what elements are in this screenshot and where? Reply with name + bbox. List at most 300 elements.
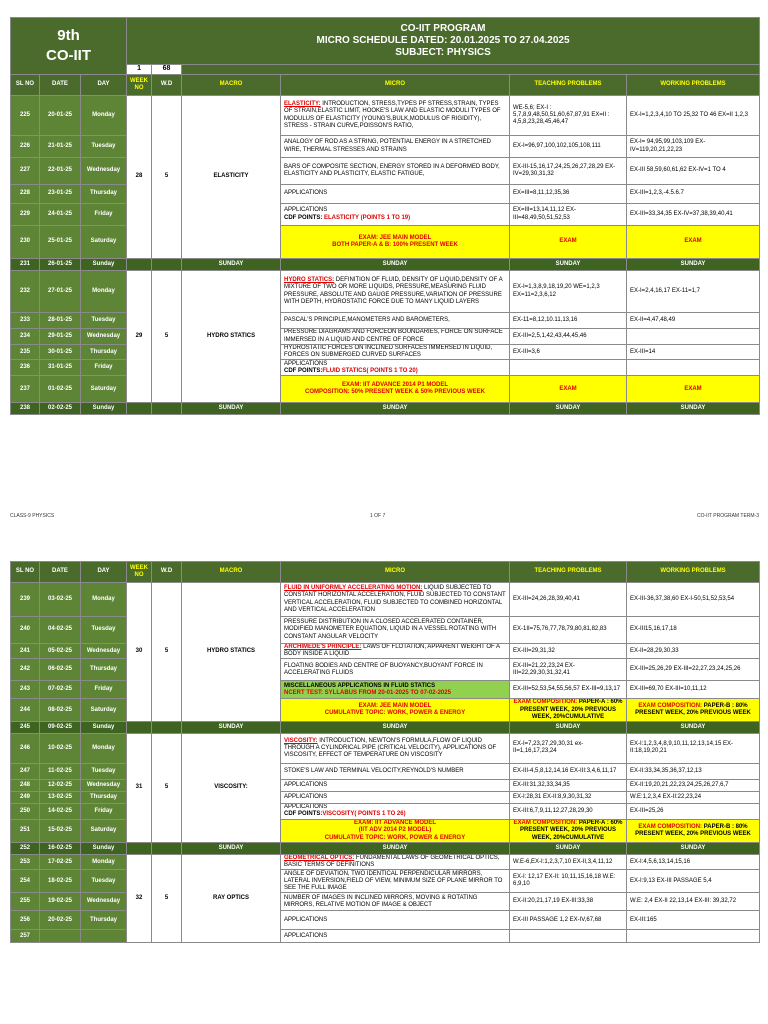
tp-exam-composition: PAPER-A : 60% PRESENT WEEK, 20% PREVIOUS WEEK, 20%CUMULATIVE (519, 820, 623, 841)
micro-topic-cell (281, 313, 510, 329)
teaching-problems (510, 870, 627, 893)
teaching-problems (510, 360, 627, 376)
schedule-row (11, 313, 760, 329)
title-line-1: CO-IIT PROGRAM (400, 23, 486, 34)
week-number: 32 (127, 854, 152, 942)
teaching-problems (510, 911, 627, 930)
teaching-sunday: SUNDAY (510, 259, 627, 271)
week-cell (127, 842, 152, 854)
micro-heading: GEOMETRICAL OPTICS: (284, 854, 355, 861)
tp-text: EX-III=24,26,28,39,40,41 (513, 595, 580, 602)
micro-heading: HYDRO STATICS: (284, 277, 335, 284)
day-cell (81, 930, 127, 943)
wp-text: EX-I:4,5,6,13,14,15,16 (630, 858, 691, 865)
teaching-problems (510, 136, 627, 158)
date-cell: 23-01-25 (40, 185, 81, 204)
micro-text: LAWS OF FLOTATION, APPARENT WEIGHT OF A BODY INSIDE A LIQUID (284, 644, 500, 658)
micro-text: APPLICATIONS (284, 781, 328, 788)
cdf-points: ELASTICITY (POINTS 1 TO 19) (324, 214, 411, 221)
sl-number: 226 (11, 136, 40, 158)
schedule-page-1 (10, 17, 759, 415)
micro-sunday: SUNDAY (281, 721, 510, 733)
sl-number: 255 (11, 893, 40, 911)
micro-topic-cell (281, 185, 510, 204)
day-cell: Monday (81, 733, 127, 763)
micro-sunday: SUNDAY (281, 403, 510, 415)
schedule-row (11, 345, 760, 360)
day-cell: Wednesday (81, 779, 127, 791)
micro-text: INTRODUCTION, STRESS,TYPES PF STRESS,STRAIN, TYPES OF STRAIN,ELASTIC LIMIT, HOOKE'S LAW AND ELASTIC MODULI TYPES OF MODULUS OF ELASTICITY (YOUNG'S,BULK,MODULUS OF RIGIDITY), STRESS - STRAIN CURVE,POISSON'S RATIO, (284, 101, 501, 129)
schedule-row (11, 360, 760, 376)
week-number: 31 (127, 733, 152, 842)
tp-text: EX-I=1,3,8,9,18,19,20 WE=1,2,3 EX=11=2,3,6,12 (513, 284, 600, 298)
date-cell: 07-02-25 (40, 681, 81, 699)
footer-center: 1 OF 7 (370, 513, 386, 519)
sl-number: 247 (11, 763, 40, 779)
col-week: WEEK NO (127, 75, 152, 96)
teaching-problems (510, 376, 627, 403)
exam-title: EXAM: IIT ADVANCE 2014 P1 MODEL (342, 382, 449, 389)
micro-heading: FLUID IN UNIFORMLY ACCELERATING MOTION: (284, 585, 423, 592)
exam-title: EXAM: JEE MAIN MODEL (358, 234, 432, 241)
title-line-3: SUBJECT: PHYSICS (395, 47, 491, 58)
col-working: WORKING PROBLEMS (627, 75, 760, 96)
header-spacer (182, 65, 760, 75)
schedule-row (11, 733, 760, 763)
micro-text: ANGLE OF DEVIATION, TWO IDENTICAL PERPENDICULAR MIRRORS, LATERAL INVERSION,FIELD OF VIEW, MINIMUM SIZE OF PLANE MIRROR TO SEE THE FULL IMAGE (284, 870, 503, 891)
col-wd: W.D (152, 75, 182, 96)
wp-text: EXAM (684, 238, 702, 245)
teaching-sunday: SUNDAY (510, 842, 627, 854)
micro-topic-cell (281, 136, 510, 158)
sl-number: 243 (11, 681, 40, 699)
macro-sunday: SUNDAY (182, 259, 281, 271)
teaching-problems (510, 644, 627, 659)
date-cell: 22-01-25 (40, 158, 81, 185)
date-cell: 18-02-25 (40, 870, 81, 893)
sl-number: 248 (11, 779, 40, 791)
date-cell (40, 930, 81, 943)
tp-text: EX-III-4,5,8,12,14,16 EX-III:3,4,6,11,17 (513, 767, 617, 774)
tp-text: EX-III:31,32,33,34,35 (513, 781, 570, 788)
week-total: 1 (127, 65, 152, 75)
day-cell: Friday (81, 803, 127, 819)
teaching-problems (510, 681, 627, 699)
sl-number: 228 (11, 185, 40, 204)
cdf-line (284, 215, 506, 222)
macro-sunday: SUNDAY (182, 842, 281, 854)
sl-number: 254 (11, 870, 40, 893)
date-cell: 01-02-25 (40, 376, 81, 403)
schedule-row (11, 271, 760, 313)
day-cell: Thursday (81, 659, 127, 681)
day-cell: Thursday (81, 185, 127, 204)
tp-text: EX-II:20,21,17,19 EX-III:33,38 (513, 898, 594, 905)
sl-number: 238 (11, 403, 40, 415)
micro-text: LIQUID SUBJECTED TO CONSTANT HORIZONTAL ACCELERATION, FLUID SUBJECTED TO CONSTANT VERTICAL ACCELERATION, FLUID SUBJECTED TO COMBINED HORIZONTAL AND VERTICAL ACCELERATION (284, 585, 506, 613)
working-problems (627, 893, 760, 911)
micro-text: PRESSURE DIAGRAMS AND FORCEON BOUNDARIES, FORCE ON SURFACE IMMERSED IN A LIQUID AND CENTRE OF FORCE (284, 329, 503, 343)
week-cell (127, 403, 152, 415)
exam-detail: BOTH PAPER-A & B: 100% PRESENT WEEK (332, 242, 458, 248)
schedule-row (11, 96, 760, 136)
micro-topic-cell (281, 617, 510, 644)
day-cell: Saturday (81, 226, 127, 259)
working-problems (627, 911, 760, 930)
working-problems (627, 803, 760, 819)
schedule-row (11, 870, 760, 893)
schedule-row (11, 721, 760, 733)
schedule-row (11, 204, 760, 226)
micro-topic-cell (281, 376, 510, 403)
tp-text: EX-III=3,6 (513, 348, 540, 355)
day-cell: Thursday (81, 791, 127, 803)
title-line-2: MICRO SCHEDULE DATED: 20.01.2025 TO 27.04.2025 (316, 35, 570, 46)
teaching-problems (510, 329, 627, 345)
working-problems (627, 583, 760, 617)
date-cell: 17-02-25 (40, 854, 81, 869)
tp-exam-composition: PAPER-A : 60% PRESENT WEEK, 20% PREVIOUS WEEK, 20%CUMULATIVE (519, 699, 623, 720)
col-macro: MACRO (182, 562, 281, 583)
col-teaching: TEACHING PROBLEMS (510, 562, 627, 583)
working-problems (627, 329, 760, 345)
teaching-problems (510, 271, 627, 313)
micro-topic-cell (281, 659, 510, 681)
tp-text: EX=III=8,11,12,35,36 (513, 190, 570, 197)
schedule-row (11, 854, 760, 869)
micro-text: FLOATING BODIES AND CENTRE OF BUOYANCY,BUOYANT FORCE IN ACCELERATING FLUIDS (284, 662, 483, 676)
date-cell: 24-01-25 (40, 204, 81, 226)
sl-number: 233 (11, 313, 40, 329)
schedule-row (11, 583, 760, 617)
wp-text: EX-I=2,4,16,17 EX-11=1,7 (630, 287, 700, 294)
working-problems (627, 617, 760, 644)
sl-number: 245 (11, 721, 40, 733)
col-sl: SL NO (11, 562, 40, 583)
cdf-line (284, 811, 506, 818)
date-cell: 12-02-25 (40, 779, 81, 791)
working-problems (627, 136, 760, 158)
working-problems (627, 870, 760, 893)
schedule-row (11, 644, 760, 659)
tp-text: EX-11=8,12,10.11,13,16 (513, 316, 578, 323)
cdf-label: CDF POINTS: (284, 367, 323, 374)
schedule-row (11, 911, 760, 930)
micro-text: ANALOGY OF ROD AS A STRING, POTENTIAL ENERGY IN A STRETCHED WIRE, THERMAL STRESSES AND STRAINS (284, 139, 491, 153)
working-problems (627, 791, 760, 803)
micro-topic-cell (281, 158, 510, 185)
wp-text: EX-III=1,2,3,-4.5.6.7 (630, 190, 684, 197)
tp-text: EX-III=21,22,23,24 EX-III=22,29,30,31,32,41 (513, 662, 575, 676)
working-problems (627, 779, 760, 791)
day-cell: Tuesday (81, 617, 127, 644)
working-problems (627, 158, 760, 185)
date-cell: 20-02-25 (40, 911, 81, 930)
working-problems (627, 659, 760, 681)
week-number: 28 (127, 96, 152, 259)
teaching-sunday: SUNDAY (510, 721, 627, 733)
teaching-problems (510, 313, 627, 329)
day-cell: Friday (81, 360, 127, 376)
date-cell: 03-02-25 (40, 583, 81, 617)
working-problems (627, 819, 760, 842)
micro-topic-cell (281, 226, 510, 259)
micro-heading: ARCHIMEDE'S PRINCIPLE: (284, 644, 362, 650)
date-cell: 10-02-25 (40, 733, 81, 763)
teaching-problems (510, 96, 627, 136)
date-cell: 30-01-25 (40, 345, 81, 360)
day-cell: Sunday (81, 842, 127, 854)
teaching-problems (510, 779, 627, 791)
sl-number: 242 (11, 659, 40, 681)
micro-topic-cell (281, 699, 510, 722)
working-days: 5 (152, 854, 182, 942)
sl-number: 232 (11, 271, 40, 313)
micro-sunday: SUNDAY (281, 842, 510, 854)
tp-text: EX-1II=75,76,77,78,79,80,81,82,83 (513, 626, 607, 633)
date-cell: 28-01-25 (40, 313, 81, 329)
date-cell: 02-02-25 (40, 403, 81, 415)
col-macro: MACRO (182, 75, 281, 96)
working-problems (627, 644, 760, 659)
badge-line-1: 9th (57, 27, 80, 44)
micro-text: APPLICATIONS (284, 793, 328, 800)
macro-topic: HYDRO STATICS (182, 271, 281, 403)
working-days: 5 (152, 583, 182, 722)
wd-cell (152, 259, 182, 271)
col-wd: W.D (152, 562, 182, 583)
day-cell: Saturday (81, 376, 127, 403)
sl-number: 229 (11, 204, 40, 226)
cdf-label: CDF POINTS: (284, 214, 325, 221)
schedule-row (11, 803, 760, 819)
schedule-row (11, 791, 760, 803)
cdf-line (284, 368, 506, 375)
tp-text: EX-I: 12,17 EX-II: 10,11,15,16,18 W.E: 6,9,10 (513, 874, 616, 888)
teaching-problems (510, 345, 627, 360)
day-cell: Wednesday (81, 158, 127, 185)
wp-text: EX-II=28,29,30,33 (630, 647, 679, 654)
macro-topic: HYDRO STATICS (182, 583, 281, 722)
date-cell: 14-02-25 (40, 803, 81, 819)
micro-text: APPLICATIONS (284, 360, 328, 367)
col-date: DATE (40, 562, 81, 583)
tp-text: EX-III-15,16,17,24,25,26,27,28,29 EX-IV=29,30,31,32 (513, 163, 616, 177)
micro-text: MISCELLANEOUS APPLICATIONS IN FLUID STATICS (284, 682, 436, 689)
micro-topic-cell (281, 329, 510, 345)
micro-topic-cell (281, 360, 510, 376)
micro-text: PRESSURE DISTRIBUTION IN A CLOSED ACCELERATED CONTAINER, MODIFIED MANOMETER EQUATION, LIQUID IN A VESSEL ROTATING WITH CONSTANT ANGULAR VELOCITY (284, 619, 497, 640)
wp-text: EX-II:33,34,35,36,37,12,13 (630, 767, 702, 774)
wp-text: EX-I= 94,95,99,103,109 EX-IV=119,20,21,22,23 (630, 139, 706, 153)
exam-title: EXAM: IIT ADVANCE MODEL (354, 820, 436, 827)
sl-number: 239 (11, 583, 40, 617)
schedule-row (11, 376, 760, 403)
micro-topic-cell (281, 644, 510, 659)
tp-exam-label: EXAM COMPOSITION: (513, 820, 578, 827)
wp-exam-label: EXAM COMPOSITION: (638, 702, 703, 709)
sl-number: 230 (11, 226, 40, 259)
working-problems (627, 271, 760, 313)
teaching-problems (510, 930, 627, 943)
micro-topic-cell (281, 893, 510, 911)
day-cell: Saturday (81, 699, 127, 722)
micro-text: FUNDAMENTAL LAWS OF GEOMETRICAL OPTICS, BASIC TERMS OF DEFINITIONS (284, 854, 500, 869)
working-sunday: SUNDAY (627, 403, 760, 415)
teaching-problems (510, 893, 627, 911)
sl-number: 237 (11, 376, 40, 403)
date-cell: 19-02-25 (40, 893, 81, 911)
schedule-row (11, 819, 760, 842)
day-cell: Thursday (81, 345, 127, 360)
date-cell: 13-02-25 (40, 791, 81, 803)
schedule-row (11, 403, 760, 415)
working-sunday: SUNDAY (627, 721, 760, 733)
wp-text: EX-II=4,47,48,49 (630, 316, 676, 323)
sl-number: 253 (11, 854, 40, 869)
schedule-row (11, 329, 760, 345)
week-number: 29 (127, 271, 152, 403)
micro-topic-cell (281, 345, 510, 360)
cdf-label: CDF POINTS: (284, 811, 323, 818)
cdf-points: FLUID STATICS( POINTS 1 TO 20) (322, 367, 418, 374)
schedule-row (11, 158, 760, 185)
micro-topic-cell (281, 870, 510, 893)
date-cell: 05-02-25 (40, 644, 81, 659)
wp-text: EXAM (684, 385, 702, 392)
working-days: 5 (152, 96, 182, 259)
week-number: 30 (127, 583, 152, 722)
wp-text: EX-III=14 (630, 348, 656, 355)
working-problems (627, 733, 760, 763)
sl-number: 249 (11, 791, 40, 803)
macro-sunday: SUNDAY (182, 721, 281, 733)
day-cell: Sunday (81, 721, 127, 733)
micro-topic-cell (281, 733, 510, 763)
column-header-row (11, 75, 760, 96)
micro-topic-cell (281, 803, 510, 819)
day-cell: Wednesday (81, 893, 127, 911)
micro-topic-cell (281, 930, 510, 943)
sl-number: 251 (11, 819, 40, 842)
sl-number: 257 (11, 930, 40, 943)
date-cell: 15-02-25 (40, 819, 81, 842)
working-problems (627, 345, 760, 360)
program-badge (11, 18, 127, 75)
wp-text: EX-III=25,26,29 EX-III=22,27,23,24,25,26 (630, 666, 741, 673)
schedule-row (11, 659, 760, 681)
micro-text: INTRODUCTION, NEWTON'S FORMULA,FLOW OF LIQUID THROUGH A CYLINDRICAL PIPE (CRITICAL VELOCITY), APPLICATIONS OF VISCOSITY, EFFECT OF TEMPERATURE ON VISCOSITY (284, 737, 497, 759)
working-problems (627, 360, 760, 376)
wd-cell (152, 403, 182, 415)
working-problems (627, 854, 760, 869)
sl-number: 252 (11, 842, 40, 854)
wd-total: 68 (152, 65, 182, 75)
working-problems (627, 204, 760, 226)
date-cell: 27-01-25 (40, 271, 81, 313)
date-cell: 16-02-25 (40, 842, 81, 854)
col-week: WEEK NO (127, 562, 152, 583)
tp-text: EX-III=52,53,54,55,56,57 EX-III=9,13,17 (513, 686, 621, 693)
day-cell: Monday (81, 854, 127, 869)
macro-topic: RAY OPTICS (182, 854, 281, 942)
schedule-row (11, 842, 760, 854)
working-problems (627, 681, 760, 699)
wp-exam-label: EXAM COMPOSITION: (638, 823, 703, 830)
sl-number: 227 (11, 158, 40, 185)
micro-topic-cell (281, 791, 510, 803)
teaching-problems (510, 583, 627, 617)
date-cell: 21-01-25 (40, 136, 81, 158)
sl-number: 225 (11, 96, 40, 136)
teaching-problems (510, 204, 627, 226)
date-cell: 04-02-25 (40, 617, 81, 644)
day-cell: Tuesday (81, 136, 127, 158)
col-working: WORKING PROBLEMS (627, 562, 760, 583)
col-micro: MICRO (281, 562, 510, 583)
teaching-problems (510, 185, 627, 204)
wp-text: EX-III=25,26 (630, 807, 664, 814)
cdf-line (284, 690, 506, 697)
schedule-row (11, 185, 760, 204)
footer-left: CLASS-9 PHYSICS (10, 513, 55, 519)
micro-text: DEFINITION OF FLUID, DENSITY OF LIQUID,DENSITY OF A MIXTURE OF TWO OR MORE LIQUIDS, PRESSURE,MEASURING FLUID PRESSURE, ABSOLUTE AND GAUGE PRESSURE,VARIATION OF PRESSURE WITH DEPTH, HYDROSTATIC FORCE DUE TO MANY LIQUID LAYERS (284, 277, 503, 305)
day-cell: Monday (81, 583, 127, 617)
date-cell: 20-01-25 (40, 96, 81, 136)
day-cell: Sunday (81, 403, 127, 415)
working-days: 5 (152, 733, 182, 842)
schedule-row (11, 893, 760, 911)
macro-topic: ELASTICITY (182, 96, 281, 259)
schedule-row (11, 699, 760, 722)
micro-topic-cell (281, 271, 510, 313)
working-problems (627, 226, 760, 259)
micro-text: APPLICATIONS (284, 932, 328, 939)
wp-text: EX-I:9,13 EX-III PASSAGE 5,4 (630, 877, 712, 884)
day-cell: Tuesday (81, 870, 127, 893)
sl-number: 235 (11, 345, 40, 360)
tp-text: EX-I=96,97,100,102,105,108,111 (513, 142, 601, 149)
sl-number: 256 (11, 911, 40, 930)
date-cell: 06-02-25 (40, 659, 81, 681)
macro-sunday: SUNDAY (182, 403, 281, 415)
wp-text: W.E: 2,4 EX-II 22,13,14 EX-III: 39,32,72 (630, 898, 737, 905)
date-cell: 09-02-25 (40, 721, 81, 733)
col-teaching: TEACHING PROBLEMS (510, 75, 627, 96)
teaching-problems (510, 803, 627, 819)
tp-text: WE-5,6; EX-I : 5,7,8,9,48,50,51,60,67,87,91 EX=II : 4,5,8,23,28,45,46,47 (513, 104, 610, 126)
date-cell: 11-02-25 (40, 763, 81, 779)
micro-topic-cell (281, 204, 510, 226)
footer-right: CO-IIT PROGRAM TERM-3 (696, 513, 759, 519)
day-cell: Friday (81, 204, 127, 226)
cdf-points: NCERT TEST: SYLLABUS FROM 20-01-2025 TO 07-02-2025 (284, 689, 451, 696)
col-day: DAY (81, 562, 127, 583)
sl-number: 246 (11, 733, 40, 763)
teaching-problems (510, 733, 627, 763)
micro-text: NUMBER OF IMAGES IN INCLINED MIRRORS, MOVING & ROTATING MIRRORS, RELATIVE MOTION OF IMAGE & OBJECT (284, 894, 478, 908)
wp-text: EX-II:19,20,21,22,23,24,25,26,27,6,7 (630, 781, 729, 788)
micro-topic-cell (281, 96, 510, 136)
sl-number: 244 (11, 699, 40, 722)
col-date: DATE (40, 75, 81, 96)
working-problems (627, 313, 760, 329)
working-problems (627, 376, 760, 403)
micro-text: APPLICATIONS (284, 190, 328, 197)
micro-text: APPLICATIONS (284, 804, 328, 811)
schedule-table-1 (10, 17, 760, 415)
schedule-row (11, 617, 760, 644)
